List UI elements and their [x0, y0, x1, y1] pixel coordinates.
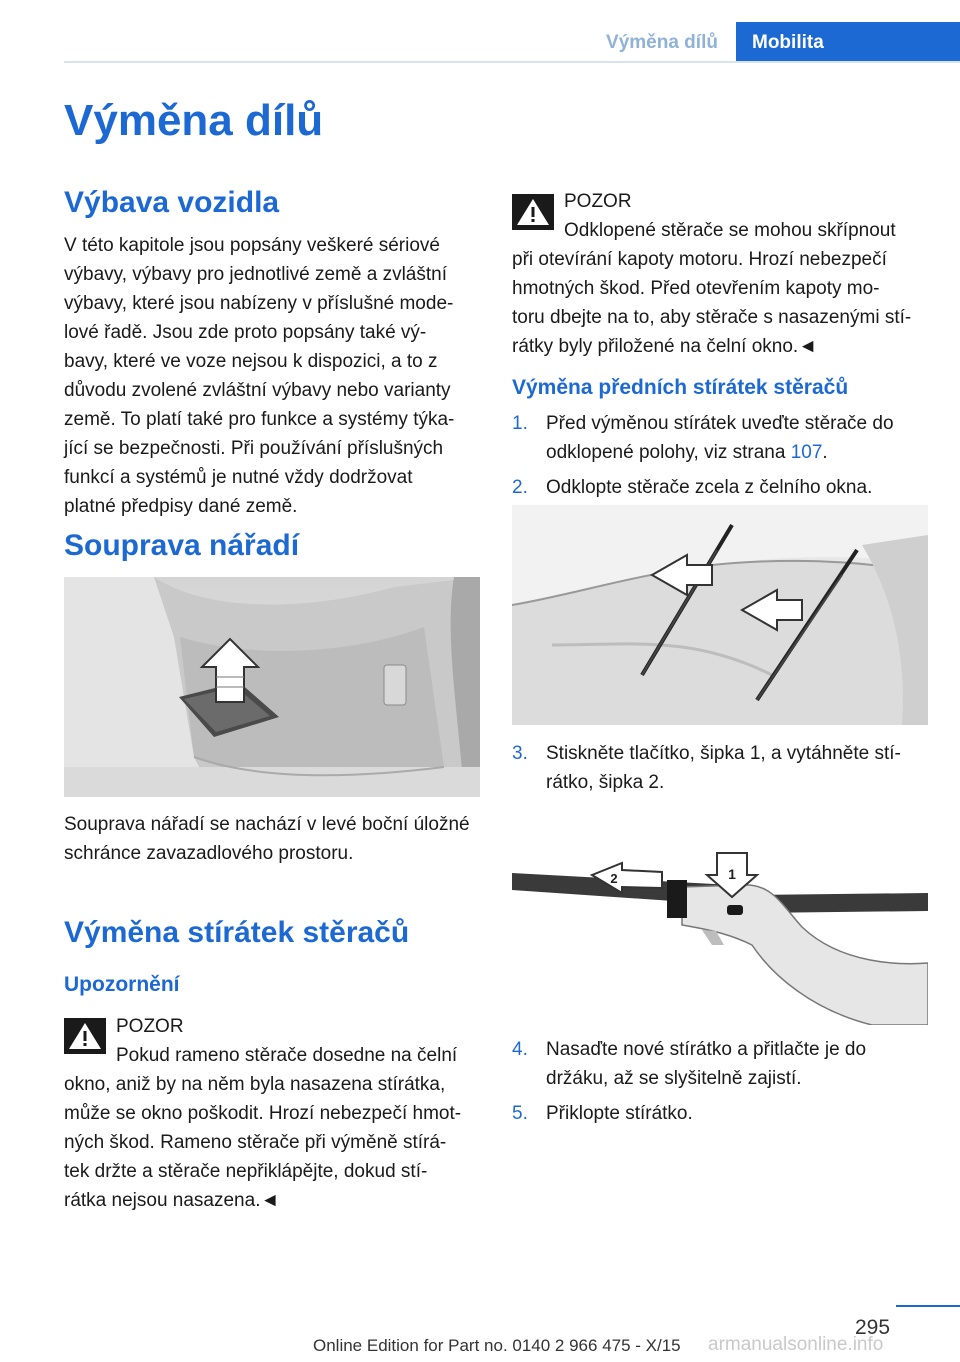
list-item: 1. Před výměnou stírátek uveďte stěrače do odklopené polohy, viz strana 107.: [512, 413, 894, 463]
footer-divider: [896, 1305, 960, 1307]
edition-note: Online Edition for Part no. 0140 2 966 475 - X/15: [313, 1336, 681, 1355]
warning1-text: Pokud rameno stěrače dosedne na čelní okno, aniž by na něm byla nasazena stírátka, může se okno poškodit. Hrozí nebezpečí hmot- ných škod. Rameno stěrače při výměně stírá- tek držte a stěrače nepřiklápějte, dokud stí- rátka nejsou nasazena.◄: [64, 1045, 462, 1211]
list-item: 5. Přiklopte stírátko.: [512, 1103, 693, 1124]
souprava-paragraph: Souprava nářadí se nachází v levé boční úložné schránce zavazadlového prostoru.: [64, 814, 470, 864]
list-item: 4. Nasaďte nové stírátko a přitlačte je do držáku, až se slyšitelně zajistí.: [512, 1039, 867, 1089]
page-title: Výměna dílů: [64, 96, 324, 145]
header-section-tab[interactable]: Výměna dílů: [606, 32, 718, 53]
list-item: 2. Odklopte stěrače zcela z čelního okna.: [512, 477, 873, 498]
arrow-2-label: 2: [610, 871, 618, 886]
warning2-text: Odklopené stěrače se mohou skřípnout při otevírání kapoty motoru. Hrozí nebezpečí hmotných škod. Před otevřením kapoty mo- toru dbejte na to, aby stěrače s nasazenými stí- rátky byly přiložené na čelní okno.◄: [512, 220, 912, 357]
header-divider: [64, 61, 960, 63]
page-107-link[interactable]: 107: [790, 442, 823, 463]
steps-list-c: [512, 1035, 942, 1134]
watermark: armanualsonline.info: [708, 1334, 884, 1355]
steps-list-b: [512, 739, 942, 803]
warning2-label: POZOR: [564, 191, 632, 212]
toolkit-compartment-image: [64, 577, 480, 797]
souprava-heading: Souprava nářadí: [64, 529, 300, 562]
steps-list-a: [512, 409, 942, 508]
warning1-label: POZOR: [116, 1016, 184, 1037]
notes-heading: Upozornění: [64, 973, 180, 996]
wiper-blade-image: [512, 835, 928, 1025]
arrow-1-label: 1: [728, 866, 736, 882]
wipers-heading: Výměna stírátek stěračů: [64, 916, 410, 949]
vybava-paragraph: V této kapitole jsou popsány veškeré sériové výbavy, výbavy pro jednotlivé země a zvláštní výbavy, které jsou nabízeny v příslušné mode- lové řadě. Jsou zde proto popsány také vý- bavy, které ve voze nejsou k dispozici, a to z důvodu zvolené zvláštní výbavy nebo varianty země. To platí také pro funkce a systémy týka- jící se bezpečnosti. Při používání příslušných funkcí a systémů je nutné vždy dodržovat platné předpisy dané země.: [64, 235, 455, 517]
wiper-arms-image: [512, 505, 928, 725]
page-number: 295: [855, 1316, 891, 1339]
list-item: 3. Stiskněte tlačítko, šipka 1, a vytáhněte stí- rátko, šipka 2.: [512, 743, 901, 793]
header-chapter-tab[interactable]: Mobilita: [736, 22, 960, 63]
vybava-heading: Výbava vozidla: [64, 186, 280, 219]
front-wipers-heading: Výměna předních stírátek stěračů: [512, 376, 849, 399]
